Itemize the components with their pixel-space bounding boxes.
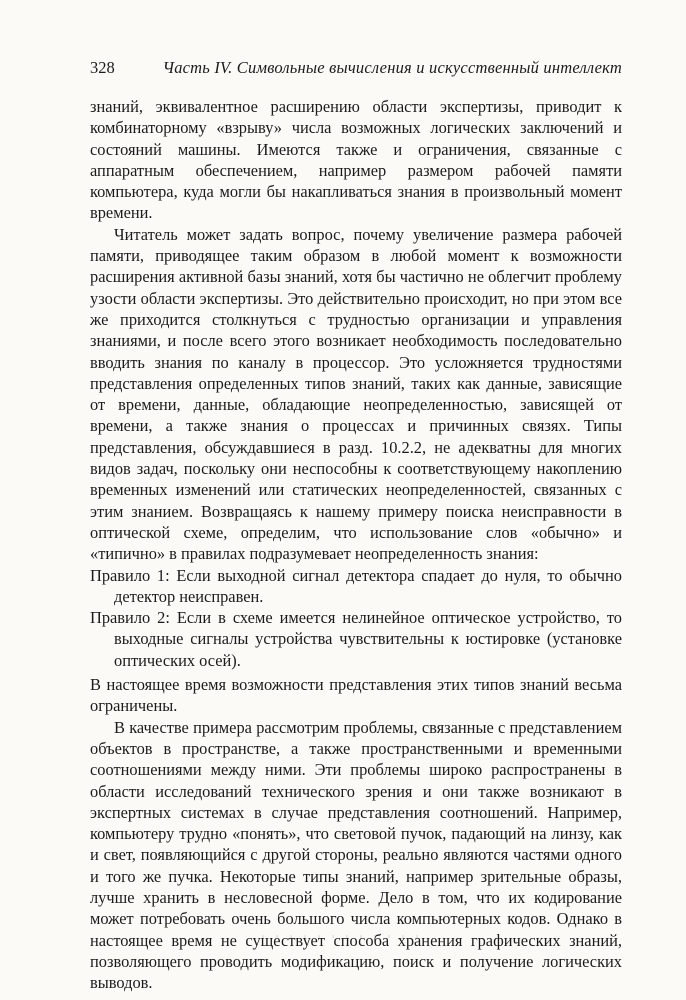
print-smudge: [262, 935, 422, 938]
paragraph-3: В настоящее время возможности представления этих типов знаний весьма ограничены.: [90, 675, 622, 716]
rule-2: Правило 2: Если в схеме имеется нелинейное оптическое устройство, то выходные сигналы устройства чувствительны к юстировке (установке оптических осей).: [90, 608, 622, 670]
paragraph-2: Читатель может задать вопрос, почему увеличение размера рабочей памяти, приводящее таким образом в любой момент к возможности расширения активной базы знаний, хотя бы частично не облегчит проблему узости области экспертизы. Это действительно происходит, но при этом все же приходится столкнуться с трудностью организации и управления знаниями, и после всего этого возникает необходимость последовательно вводить знания по каналу в процессор. Это усложняется трудностями представления определенных типов знаний, таких как данные, зависящие от времени, данные, обладающие неопределенностью, зависящей от времени, а также знания о процессах и причинных связях. Типы представления, обсуждавшиеся в разд. 10.2.2, не адекватны для многих видов задач, поскольку они неспособны к соответствующему накоплению временных изменений или статических неопределенностей, связанных с этим знанием. Возвращаясь к нашему примеру поиска неисправности в оптической схеме, определим, что использование слов «обычно» и «типично» в правилах подразумевает неопределенность знания:: [90, 224, 622, 564]
paragraph-1: знаний, эквивалентное расширению области экспертизы, приводит к комбинаторному «взрыву» числа возможных логических заключений и состояний машины. Имеются также и ограничения, связанные с аппаратным обеспечением, например размером рабочей памяти компьютера, куда могли бы накапливаться знания в произвольный момент времени.: [90, 97, 622, 223]
rule-1: Правило 1: Если выходной сигнал детектора спадает до нуля, то обычно детектор неисправен.: [90, 565, 622, 606]
page-body: [90, 96, 622, 993]
page-header: [90, 58, 622, 80]
page-number: 328: [90, 58, 115, 77]
paragraph-4: В качестве примера рассмотрим проблемы, связанные с представлением объектов в пространстве, а также пространственными и временными соотношениями между ними. Эти проблемы широко распространены в области исследований технического зрения и они также возникают в экспертных системах в случае представления соотношений. Например, компьютеру трудно «понять», что световой пучок, падающий на линзу, как и свет, появляющийся с другой стороны, реально являются частями одного и того же пучка. Некоторые типы знаний, например зрительные образы, лучше хранить в несловесной форме. Дело в том, что их кодирование может потребовать очень большого числа компьютерных кодов. Однако в настоящее время не существует способа хранения графических знаний, позволяющего проводить модификацию, поиск и получение логических выводов.: [90, 717, 622, 993]
running-head: Часть IV. Символьные вычисления и искусственный интеллект: [162, 58, 622, 77]
